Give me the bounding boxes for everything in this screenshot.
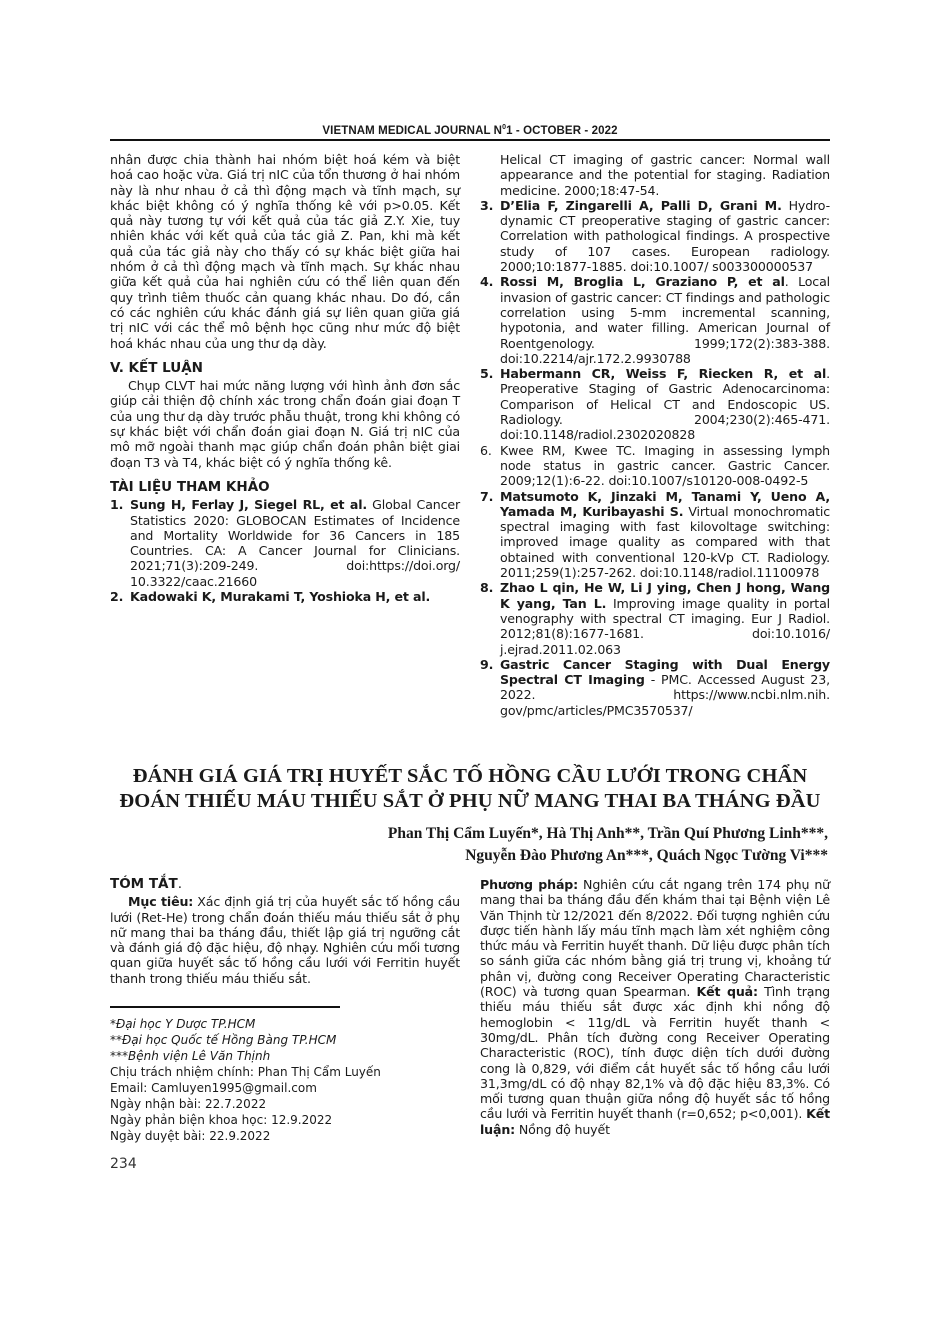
authors-line-2: Nguyễn Đào Phương An***, Quách Ngọc Tường Vi***: [465, 847, 828, 864]
footnote-divider: [110, 1006, 340, 1008]
reference-authors: Sung H, Ferlay J, Siegel RL, et al.: [130, 497, 368, 513]
reference-item: 1. Sung H, Ferlay J, Siegel RL, et al. Global Cancer Statistics 2020: GLOBOCAN Estimates of Incidence and Mortality Worldwide for 36 Cancers in 185 Countries. CA: A Cancer Journal for Clinicians. 2021;71(3):209-249. doi:https://doi.org/ 10.3322/caac.21660: [110, 497, 460, 589]
reference-authors: Matsumoto K, Jinzaki M, Tanami Y, Ueno A, Yamada M, Kuribayashi S.: [500, 488, 830, 519]
conclusion-heading: V. KẾT LUẬN: [110, 359, 203, 376]
references-heading: TÀI LIỆU THAM KHẢO: [110, 478, 270, 495]
reference-list-left: [110, 497, 460, 604]
reference-authors: Habermann CR, Weiss F, Riecken R, et al: [500, 366, 827, 382]
left-column-top: [110, 152, 460, 604]
reference-item-continued: Helical CT imaging of gastric cancer: Normal wall appearance and the potential for staging. Radiation medicine. 2000;18:47-54.: [500, 152, 830, 198]
reference-item: 9. Gastric Cancer Staging with Dual Energy Spectral CT Imaging - PMC. Accessed August 23, 2022. https://www.ncbi.nlm.nih. gov/pmc/articles/PMC3570537/: [480, 656, 830, 718]
reference-item: 7. Matsumoto K, Jinzaki M, Tanami Y, Ueno A, Yamada M, Kuribayashi S. Virtual monochromatic spectral imaging with fast kilovoltage switching: improved image quality as compared with that obtained with conventional 120-kVp CT. Radiology. 2011;259(1):257-262. doi:10.1148/radiol.11100978: [480, 488, 830, 581]
affiliation-2: **Đại học Quốc tế Hồng Bàng TP.HCM: [110, 1033, 337, 1047]
corresponding-author: Chịu trách nhiệm chính: Phan Thị Cẩm Luyến: [110, 1065, 381, 1079]
reference-item: 6. Kwee RM, Kwee TC. Imaging in assessing lymph node status in gastric cancer. Gastric Cancer. 2009;12(1):6-22. doi:10.1007/s10120-008-0492-5: [480, 442, 830, 489]
journal-name: VIETNAM MEDICAL JOURNAL N: [322, 124, 503, 137]
contact-email: Email: Camluyen1995@gmail.com: [110, 1081, 317, 1095]
abstract-methods-results: Phương pháp: Nghiên cứu cắt ngang trên 174 phụ nữ mang thai ba tháng đầu đến khám thai tại Bệnh viện Lê Văn Thịnh từ 12/2021 đến 8/2022. Đối tượng nghiên cứu được tiến hành lấy máu tĩnh mạch làm xét nghiệm công thức máu và Ferritin huyết thanh. Dữ liệu được phân tích so sánh giữa các nhóm bằng giá trị trung vị, khoảng tứ phân vị, đường cong Receiver Operating Characteristic (ROC) và tương quan Spearman. Kết quả: Tình trạng thiếu máu thiếu sắt được xác định khi nồng độ hemoglobin < 11g/dL và Ferritin huyết thanh < 30mg/dL. Phân tích đường cong Receiver Operating Characteristic (ROC), tính được diện tích dưới đường cong là 0,829, với điểm cắt huyết sắc tố hồng cầu lưới 31,3mg/dL có độ nhạy 82,1% và độ đặc hiệu 83,3%. Có mối tương quan thuận giữa nồng độ huyết sắc tố hồng cầu lưới và Ferritin huyết thanh (r=0,652; p<0,001). Kết luận: Nồng độ huyết: [480, 877, 830, 1137]
date-accepted: Ngày duyệt bài: 22.9.2022: [110, 1129, 271, 1143]
reference-item: 5. Habermann CR, Weiss F, Riecken R, et al. Preoperative Staging of Gastric Adenocarcinoma: Comparison of Helical CT and Endoscopic US. Radiology. 2004;230(2):465-471. doi:10.1148/radiol.2302020828: [480, 366, 830, 443]
right-column-bottom: [480, 877, 830, 1137]
date-received: Ngày nhận bài: 22.7.2022: [110, 1097, 267, 1111]
issue-superscript: 0: [502, 124, 507, 131]
header-rule: [110, 139, 830, 141]
issue-date: 1 - OCTOBER - 2022: [506, 124, 618, 137]
article-title-line-1: ĐÁNH GIÁ GIÁ TRỊ HUYẾT SẮC TỐ HỒNG CẦU LƯỚI TRONG CHẨN: [132, 765, 808, 787]
authors-line-1: Phan Thị Cẩm Luyến*, Hà Thị Anh**, Trần Quí Phương Linh***,: [387, 825, 828, 842]
article-title-line-2: ĐOÁN THIẾU MÁU THIẾU SẮT Ở PHỤ NỮ MANG THAI BA THÁNG ĐẦU: [119, 790, 821, 812]
reference-authors: Zhao L qin, He W, Li J ying, Chen J hong, Wang K yang, Tan L.: [500, 580, 830, 611]
reference-item: 4. Rossi M, Broglia L, Graziano P, et al. Local invasion of gastric cancer: CT findings and pathologic correlation using 5-mm incremental scanning, hypotonia, and water filling. American Journal of Roentgenology. 1999;172(2):383-388. doi:10.2214/ajr.172.2.9930788: [480, 274, 830, 366]
reference-authors: D’Elia F, Zingarelli A, Palli D, Grani M.: [500, 197, 782, 213]
abstract-objective: Mục tiêu: Xác định giá trị của huyết sắc tố hồng cầu lưới (Ret-He) trong chẩn đoán thiếu máu thiếu sắt ở phụ nữ mang thai ba tháng đầu, thiết lập giá trị ngưỡng cắt và đánh giá độ đặc hiệu, độ nhạy. Nghiên cứu mối tương quan giữa huyết sắc tố hồng cầu lưới với Ferritin huyết thanh trong thiếu máu thiếu sắt.: [110, 894, 460, 986]
footnotes: [110, 1016, 460, 1144]
article-title: [110, 764, 830, 814]
left-column-bottom: [110, 877, 460, 986]
reference-item: 2. Kadowaki K, Murakami T, Yoshioka H, et al.: [110, 589, 431, 605]
affiliation-3: ***Bệnh viện Lê Văn Thịnh: [110, 1049, 271, 1063]
right-column-top: [480, 152, 830, 718]
reference-item: 3. D’Elia F, Zingarelli A, Palli D, Grani M. Hydro-dynamic CT preoperative staging of gastric cancer: Correlation with pathological findings. A prospective study of 107 cases. European radiology. 2000;10:1877-1885. doi:10.1007/ s003300000537: [480, 197, 830, 275]
conclusion-paragraph: Chụp CLVT hai mức năng lượng với hình ảnh đơn sắc giúp cải thiện độ chính xác trong chẩn đoán giai đoạn T của ung thư dạ dày trước phẫu thuật, trong khi không có sự khác biệt với chẩn đoán giai đoạn N. Giá trị nIC của mô mỡ ngoài thanh mạc giúp chẩn đoán phân biệt giai đoạn T3 và T4, khác biệt có ý nghĩa thống kê.: [110, 378, 460, 470]
affiliation-1: *Đại học Y Dược TP.HCM: [110, 1017, 256, 1031]
abstract-heading: TÓM TẮT.: [110, 876, 182, 892]
reference-authors: Kadowaki K, Murakami T, Yoshioka H, et al.: [130, 589, 431, 605]
discussion-paragraph: nhân được chia thành hai nhóm biệt hoá kém và biệt hoá cao hoặc vừa. Giá trị nIC của tổn thương ở hai nhóm này là như nhau ở cả thì động mạch và tĩnh mạch, sự khác biệt không có ý nghĩa thống kê với p>0.05. Kết quả này tương tự với kết quả của tác giả Z.Y. Xie, tuy nhiên khác với kết quả của tác giả Z. Pan, khi mà kết quả của tác giả này cho thấy có sự khác biệt giữa hai nhóm ở cả thì động mạch và tĩnh mạch. Sự khác nhau giữa kết quả của hai nghiên cứu có thể liên quan đến quy trình tiêm thuốc cản quang khác nhau. Do đó, cần có các nghiên cứu khác đánh giá sự liên quan giữa giá trị nIC với các thể mô bệnh học cũng như mức độ biệt hoá khác nhau của ung thư dạ dày.: [110, 152, 460, 351]
running-header: [110, 124, 830, 137]
page-number: 234: [110, 1156, 137, 1172]
reference-authors: Gastric Cancer Staging with Dual Energy Spectral CT Imaging: [500, 656, 830, 688]
date-reviewed: Ngày phản biện khoa học: 12.9.2022: [110, 1113, 333, 1127]
author-list: [108, 823, 828, 867]
reference-authors: Rossi M, Broglia L, Graziano P, et al: [500, 274, 785, 290]
reference-item: 8. Zhao L qin, He W, Li J ying, Chen J hong, Wang K yang, Tan L. Improving image quality in portal venography with spectral CT imaging. Eur J Radiol. 2012;81(8):1677-1681. doi:10.1016/ j.ejrad.2011.02.063: [480, 580, 830, 657]
reference-list-right: [480, 152, 830, 718]
